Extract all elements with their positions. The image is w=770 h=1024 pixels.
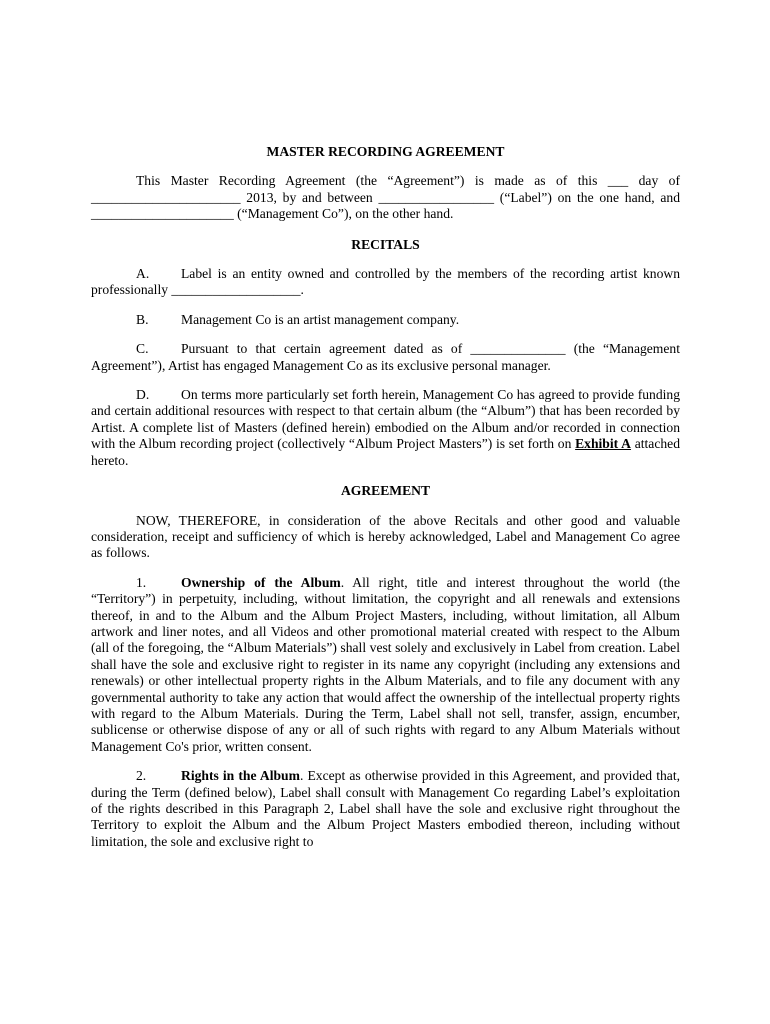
section-2	[91, 768, 680, 850]
intro-paragraph: This Master Recording Agreement (the “Agreement”) is made as of this ___ day of ______________________ 2013, by and between _________________ (“Label”) on the one hand, and _____________________ (“Management Co”), on the other hand.	[91, 173, 680, 222]
recital-c	[91, 341, 680, 374]
recital-d	[91, 387, 680, 469]
section-2-number: 2.	[136, 768, 147, 784]
section-1-body: . All right, title and interest throughout the world (the “Territory”) in perpetuity, including, without limitation, the copyright and all renewals and extensions thereof, in and to the Album and the Album Project Masters, including, without limitation, all Album artwork and liner notes, and all Videos and other promotional material created with respect to the Album (all of the foregoing, the “Album Materials”) shall vest solely and exclusively in Label from creation. Label shall have the sole and exclusive right to register in its name any copyright (including any extensions and renewals) or other intellectual property rights in the Album Materials, and to file any document with any governmental authority to take any action that would affect the ownership of the intellectual property rights with regard to the Album Materials. During the Term, Label shall not sell, transfer, assign, encumber, sublicense or otherwise dispose of any or all of such rights with regard to any Album Materials without Management Co's prior, written consent.	[91, 574, 680, 754]
section-2-body: . Except as otherwise provided in this Agreement, and provided that, during the Term (defined below), Label shall consult with Management Co regarding Label’s exploitation of the rights described in this Paragraph 2, Label shall have the sole and exclusive right throughout the Territory to exploit the Album and the Album Project Masters embodied thereon, including without limitation, the sole and exclusive right to	[91, 768, 680, 849]
document-body	[91, 144, 680, 850]
recital-d-text-end: attached hereto.	[91, 436, 680, 468]
recital-c-text: Pursuant to that certain agreement dated as of ______________ (the “Management Agreement”), Artist has engaged Management Co as its exclusive personal manager.	[91, 341, 680, 373]
recital-b-label: B.	[136, 311, 149, 327]
section-1-number: 1.	[136, 574, 147, 590]
agreement-heading: AGREEMENT	[340, 483, 431, 499]
recital-b-text: Management Co is an artist management company.	[181, 311, 460, 327]
section-1	[91, 575, 680, 755]
exhibit-a-reference: Exhibit A	[575, 436, 631, 452]
recitals-heading: RECITALS	[351, 236, 420, 252]
recital-a	[91, 266, 680, 299]
recital-c-label: C.	[136, 341, 149, 357]
recital-d-label: D.	[136, 387, 150, 403]
recital-b	[91, 312, 680, 328]
recital-a-text: Label is an entity owned and controlled by the members of the recording artist known professionally ___________________.	[91, 266, 680, 298]
document-title: MASTER RECORDING AGREEMENT	[266, 144, 505, 159]
recital-a-label: A.	[136, 266, 150, 282]
section-1-title: Ownership of the Album	[181, 574, 341, 590]
recital-d-text: On terms more particularly set forth herein, Management Co has agreed to provide funding and certain additional resources with respect to that certain album (the “Album”) that has been recorded by Artist. A complete list of Masters (defined herein) embodied on the Album and/or recorded in connection with the Album recording project (collectively “Album Project Masters”) is set forth on	[91, 387, 680, 452]
section-2-title: Rights in the Album	[181, 768, 300, 784]
agreement-intro: NOW, THEREFORE, in consideration of the above Recitals and other good and valuable consideration, receipt and sufficiency of which is hereby acknowledged, Label and Management Co agree as follows.	[91, 512, 680, 561]
